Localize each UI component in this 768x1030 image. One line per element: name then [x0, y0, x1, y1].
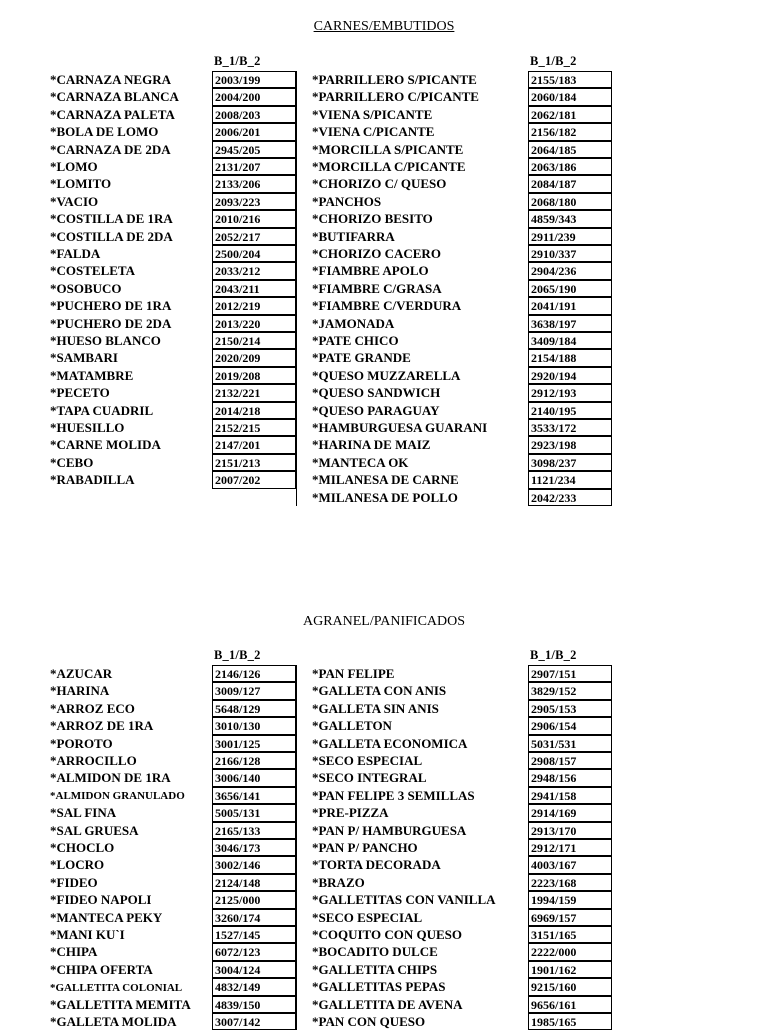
item-code: 2911/239 — [528, 228, 612, 245]
item-label: *PUCHERO DE 1RA — [50, 298, 172, 314]
item-label: *PARRILLERO C/PICANTE — [312, 89, 479, 105]
item-code: 2140/195 — [528, 402, 612, 419]
item-code: 6072/123 — [212, 943, 296, 960]
item-code: 3006/140 — [212, 769, 296, 786]
item-code: 2124/148 — [212, 874, 296, 891]
item-code: 2093/223 — [212, 193, 296, 210]
item-code: 1121/234 — [528, 471, 612, 488]
column-header: B_1/B_2 — [214, 648, 261, 662]
item-label: *HAMBURGUESA GUARANI — [312, 420, 488, 435]
item-code: 3001/125 — [212, 735, 296, 752]
item-label: *CARNAZA BLANCA — [50, 89, 179, 105]
item-label: *SECO ESPECIAL — [312, 753, 423, 768]
item-code: 2912/193 — [528, 384, 612, 401]
item-label: *FIAMBRE C/GRASA — [312, 280, 442, 296]
item-code: 2133/206 — [212, 175, 296, 192]
item-label: *JAMONADA — [312, 315, 395, 331]
item-label: *VIENA S/PICANTE — [312, 106, 433, 122]
item-code: 2060/184 — [528, 88, 612, 105]
item-code: 2125/000 — [212, 891, 296, 908]
item-label: *PATE GRANDE — [312, 350, 411, 366]
item-label: *ARROZ ECO — [50, 700, 135, 716]
item-code: 2154/188 — [528, 349, 612, 366]
item-label: *PUCHERO DE 2DA — [50, 315, 172, 331]
item-label: *FIAMBRE C/VERDURA — [312, 298, 462, 314]
item-label: *MORCILLA S/PICANTE — [312, 141, 464, 157]
item-label: *MILANESA DE CARNE — [312, 472, 459, 488]
item-code: 1527/145 — [212, 926, 296, 943]
item-code: 2222/000 — [528, 943, 612, 960]
item-label: *HUESO BLANCO — [50, 333, 161, 348]
item-label: *ALMIDON DE 1RA — [50, 770, 171, 786]
item-label: *AZUCAR — [50, 666, 113, 681]
item-label: *HARINA DE MAIZ — [312, 437, 431, 453]
item-label: *PECETO — [50, 385, 110, 401]
item-label: *BRAZO — [312, 874, 365, 890]
item-label: *VIENA C/PICANTE — [312, 124, 435, 140]
item-label: *CEBO — [50, 454, 94, 470]
item-code: 6969/157 — [528, 909, 612, 926]
item-code: 3010/130 — [212, 717, 296, 734]
item-code: 2923/198 — [528, 436, 612, 453]
item-label: *TAPA CUADRIL — [50, 402, 154, 418]
item-code: 3656/141 — [212, 787, 296, 804]
item-label: *COSTILLA DE 1RA — [50, 211, 173, 227]
item-label: *TORTA DECORADA — [312, 857, 441, 873]
item-label: *ALMIDON GRANULADO — [50, 790, 185, 803]
item-code: 2147/201 — [212, 436, 296, 453]
item-label: *GALLETITA COLONIAL — [50, 981, 183, 994]
item-code: 2020/209 — [212, 349, 296, 366]
item-label: *ARROZ DE 1RA — [50, 718, 154, 734]
item-label: *FIAMBRE APOLO — [312, 263, 429, 279]
item-code: 2908/157 — [528, 752, 612, 769]
column-divider — [296, 665, 297, 1030]
item-label: *POROTO — [50, 735, 113, 751]
item-label: *FALDA — [50, 246, 101, 261]
item-code: 2131/207 — [212, 158, 296, 175]
item-label: *MANTECA OK — [312, 454, 409, 470]
item-code: 2003/199 — [212, 71, 296, 88]
item-label: *CARNAZA DE 2DA — [50, 141, 171, 157]
item-code: 2166/128 — [212, 752, 296, 769]
item-code: 4839/150 — [212, 996, 296, 1013]
item-label: *GALLETITA CHIPS — [312, 961, 438, 977]
item-code: 2008/203 — [212, 106, 296, 123]
item-label: *GALLETITAS PEPAS — [312, 979, 446, 995]
item-code: 2007/202 — [212, 471, 296, 488]
item-code: 2150/214 — [212, 332, 296, 349]
item-label: *SAMBARI — [50, 350, 118, 366]
item-label: *SECO ESPECIAL — [312, 909, 423, 925]
item-code: 2052/217 — [212, 228, 296, 245]
item-code: 2042/233 — [528, 489, 612, 506]
item-code: 4003/167 — [528, 856, 612, 873]
item-code: 2906/154 — [528, 717, 612, 734]
item-label: *MANTECA PEKY — [50, 909, 163, 925]
item-label: *RABADILLA — [50, 472, 135, 488]
item-label: *CHORIZO CACERO — [312, 246, 441, 261]
item-label: *MANI KU`I — [50, 927, 125, 942]
item-code: 1901/162 — [528, 961, 612, 978]
item-code: 2910/337 — [528, 245, 612, 262]
item-code: 2064/185 — [528, 141, 612, 158]
column-header: B_1/B_2 — [530, 648, 577, 662]
item-code: 2063/186 — [528, 158, 612, 175]
item-code: 2010/216 — [212, 210, 296, 227]
item-code: 2068/180 — [528, 193, 612, 210]
item-code: 2043/211 — [212, 280, 296, 297]
item-label: *COSTELETA — [50, 263, 136, 279]
item-label: *GALLETA ECONOMICA — [312, 735, 468, 751]
item-code: 2948/156 — [528, 769, 612, 786]
item-code: 2006/201 — [212, 123, 296, 140]
item-label: *CHORIZO BESITO — [312, 211, 433, 227]
item-code: 2065/190 — [528, 280, 612, 297]
item-label: *LOMITO — [50, 176, 112, 192]
item-code: 2004/200 — [212, 88, 296, 105]
item-code: 2013/220 — [212, 315, 296, 332]
item-label: *BOLA DE LOMO — [50, 124, 159, 140]
column-header: B_1/B_2 — [214, 54, 261, 68]
item-code: 2907/151 — [528, 665, 612, 682]
item-code: 2132/221 — [212, 384, 296, 401]
item-code: 2500/204 — [212, 245, 296, 262]
item-code: 3046/173 — [212, 839, 296, 856]
item-code: 2014/218 — [212, 402, 296, 419]
item-code: 2152/215 — [212, 419, 296, 436]
item-label: *CARNAZA PALETA — [50, 106, 175, 122]
item-label: *HUESILLO — [50, 420, 125, 435]
item-code: 2041/191 — [528, 297, 612, 314]
item-label: *GALLETITA MEMITA — [50, 996, 191, 1012]
item-code: 2913/170 — [528, 822, 612, 839]
item-code: 1994/159 — [528, 891, 612, 908]
item-label: *PAN FELIPE — [312, 666, 395, 681]
item-label: *MATAMBRE — [50, 367, 134, 383]
item-label: *QUESO PARAGUAY — [312, 402, 440, 418]
item-label: *GALLETA CON ANIS — [312, 683, 447, 699]
item-code: 2904/236 — [528, 262, 612, 279]
item-label: *GALLETA MOLIDA — [50, 1014, 177, 1029]
item-label: *SAL GRUESA — [50, 822, 139, 838]
item-label: *PAN FELIPE 3 SEMILLAS — [312, 787, 475, 803]
item-code: 3409/184 — [528, 332, 612, 349]
item-code: 3004/124 — [212, 961, 296, 978]
item-code: 2033/212 — [212, 262, 296, 279]
item-code: 9656/161 — [528, 996, 612, 1013]
item-code: 1985/165 — [528, 1013, 612, 1030]
item-code: 2146/126 — [212, 665, 296, 682]
item-label: *PRE-PIZZA — [312, 805, 389, 821]
item-code: 4832/149 — [212, 978, 296, 995]
item-label: *CHIPA — [50, 944, 98, 960]
item-label: *VACIO — [50, 193, 99, 209]
item-label: *CARNE MOLIDA — [50, 437, 161, 453]
item-code: 2914/169 — [528, 804, 612, 821]
item-code: 3829/152 — [528, 682, 612, 699]
item-label: *PATE CHICO — [312, 333, 399, 348]
item-label: *SECO INTEGRAL — [312, 770, 427, 786]
item-code: 3098/237 — [528, 454, 612, 471]
item-label: *BOCADITO DULCE — [312, 944, 438, 960]
item-label: *MORCILLA C/PICANTE — [312, 159, 466, 174]
item-code: 2905/153 — [528, 700, 612, 717]
item-label: *CHOCLO — [50, 840, 115, 855]
item-label: *HARINA — [50, 683, 110, 699]
item-code: 5005/131 — [212, 804, 296, 821]
item-code: 2223/168 — [528, 874, 612, 891]
item-label: *MILANESA DE POLLO — [312, 489, 458, 505]
item-label: *CHORIZO C/ QUESO — [312, 176, 447, 192]
section-title: CARNES/EMBUTIDOS — [313, 19, 455, 34]
item-code: 2062/181 — [528, 106, 612, 123]
item-code: 3009/127 — [212, 682, 296, 699]
item-label: *CHIPA OFERTA — [50, 961, 153, 977]
item-label: *GALLETON — [312, 718, 392, 734]
item-label: *FIDEO NAPOLI — [50, 892, 152, 908]
column-header: B_1/B_2 — [530, 54, 577, 68]
item-label: *COSTILLA DE 2DA — [50, 228, 173, 244]
item-label: *ARROCILLO — [50, 753, 137, 768]
item-label: *PAN P/ HAMBURGUESA — [312, 822, 467, 838]
item-code: 2920/194 — [528, 367, 612, 384]
item-code: 2165/133 — [212, 822, 296, 839]
item-code: 5648/129 — [212, 700, 296, 717]
item-code: 5031/531 — [528, 735, 612, 752]
item-label: *LOMO — [50, 159, 98, 174]
item-label: *GALLETITAS CON VANILLA — [312, 892, 496, 908]
item-label: *PANCHOS — [312, 193, 382, 209]
item-code: 2945/205 — [212, 141, 296, 158]
item-label: *GALLETITA DE AVENA — [312, 996, 463, 1012]
item-label: *PARRILLERO S/PICANTE — [312, 72, 477, 87]
item-code: 3007/142 — [212, 1013, 296, 1030]
item-code: 2912/171 — [528, 839, 612, 856]
item-label: *FIDEO — [50, 874, 98, 890]
item-code: 2084/187 — [528, 175, 612, 192]
item-label: *QUESO MUZZARELLA — [312, 367, 461, 383]
item-label: *PAN CON QUESO — [312, 1014, 426, 1029]
item-label: *GALLETA SIN ANIS — [312, 700, 439, 716]
item-code: 2019/208 — [212, 367, 296, 384]
item-label: *COQUITO CON QUESO — [312, 927, 463, 942]
item-code: 2012/219 — [212, 297, 296, 314]
item-label: *SAL FINA — [50, 805, 117, 821]
item-label: *QUESO SANDWICH — [312, 385, 441, 401]
item-label: *LOCRO — [50, 857, 105, 873]
item-code: 3151/165 — [528, 926, 612, 943]
item-code: 3638/197 — [528, 315, 612, 332]
item-label: *OSOBUCO — [50, 280, 122, 296]
item-code: 9215/160 — [528, 978, 612, 995]
item-label: *PAN P/ PANCHO — [312, 840, 418, 855]
item-code: 2151/213 — [212, 454, 296, 471]
item-code: 3533/172 — [528, 419, 612, 436]
item-code: 4859/343 — [528, 210, 612, 227]
section-title: AGRANEL/PANIFICADOS — [302, 614, 466, 629]
column-divider — [296, 71, 297, 506]
item-code: 3260/174 — [212, 909, 296, 926]
item-code: 2941/158 — [528, 787, 612, 804]
item-label: *CARNAZA NEGRA — [50, 72, 171, 87]
item-code: 2156/182 — [528, 123, 612, 140]
item-code: 3002/146 — [212, 856, 296, 873]
item-code: 2155/183 — [528, 71, 612, 88]
item-label: *BUTIFARRA — [312, 228, 395, 244]
